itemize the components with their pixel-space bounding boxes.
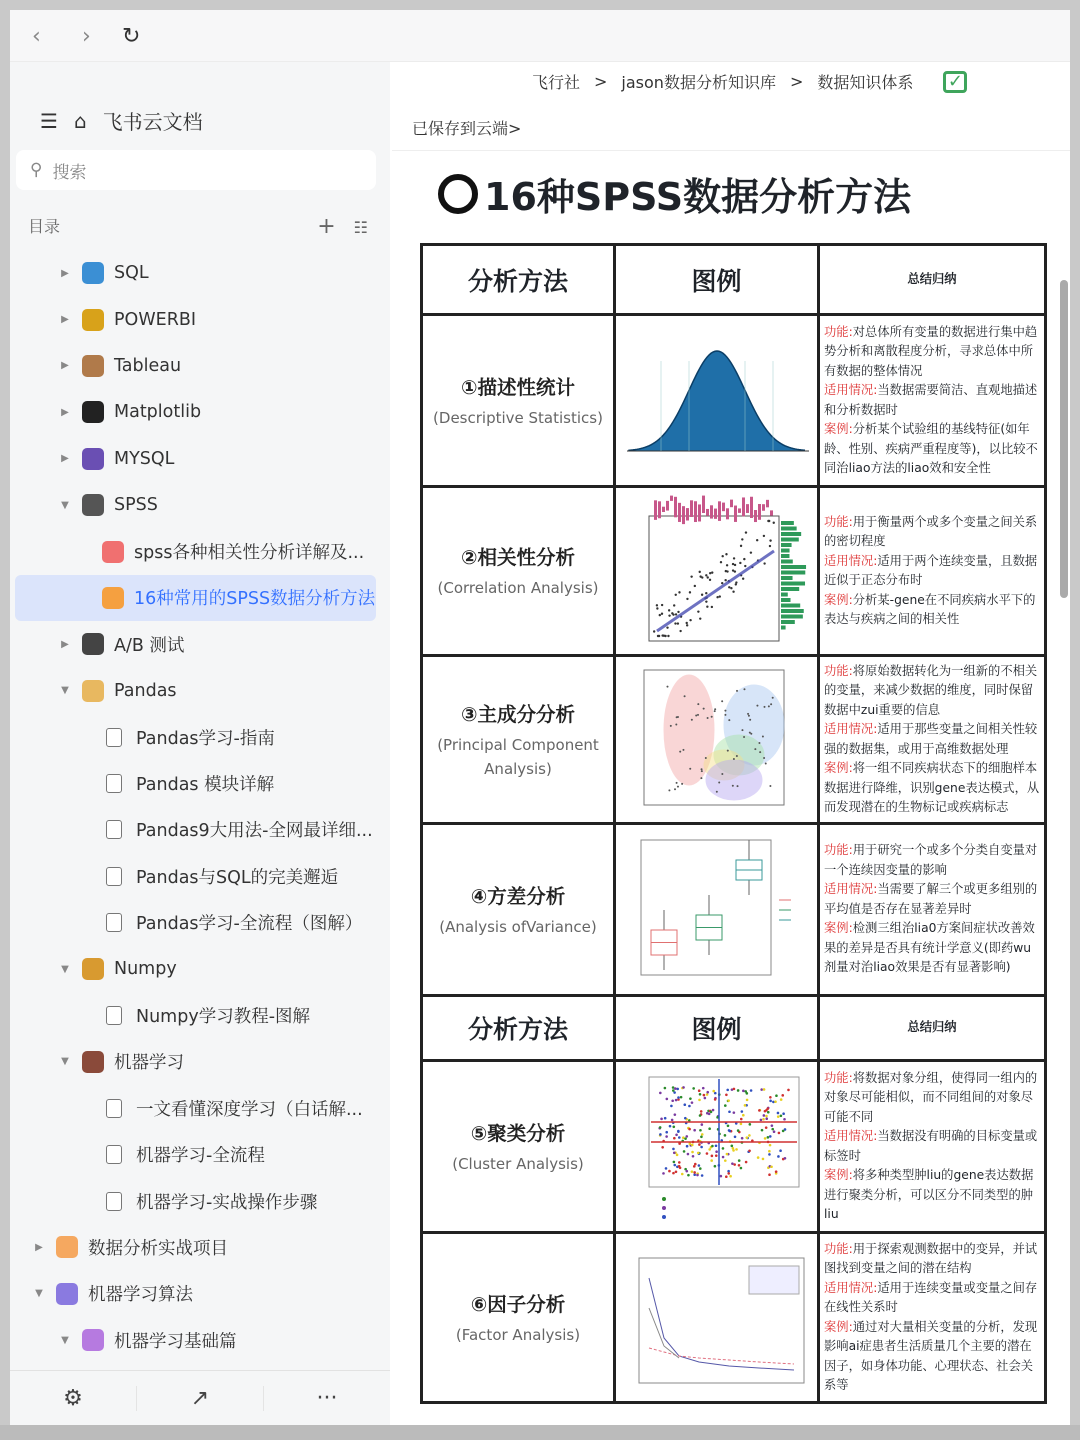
item-icon <box>102 541 124 563</box>
summary-text: 适用于两个连续变量，且数据近似于正态分布时 <box>824 553 1038 587</box>
sidebar-item[interactable] <box>10 807 390 853</box>
sidebar-item[interactable] <box>10 992 390 1038</box>
sidebar-item[interactable] <box>10 899 390 945</box>
method-cell <box>423 488 616 654</box>
summary-use <box>824 381 1040 420</box>
summary-label: 功能: <box>824 514 853 529</box>
summary-label: 适用情况: <box>824 882 878 897</box>
list-icon[interactable]: ☷ <box>353 218 368 237</box>
settings-icon[interactable]: ⚙ <box>10 1386 137 1411</box>
summary-label: 案例: <box>824 422 853 436</box>
search-placeholder: 搜索 <box>52 162 87 183</box>
summary-func <box>824 841 1040 880</box>
summary-cell <box>820 657 1044 822</box>
column-header: 分析方法 <box>423 997 616 1059</box>
method-english-name: (Descriptive Statistics) <box>433 408 603 427</box>
sidebar-item-label: 机器学习-全流程 <box>136 1146 265 1167</box>
chevron-down-icon[interactable]: ▼ <box>61 685 69 697</box>
summary-label: 适用情况: <box>824 1280 878 1295</box>
summary-func <box>824 1240 1040 1279</box>
scatter-chart-image <box>619 491 815 651</box>
sidebar-item[interactable] <box>10 343 390 389</box>
column-header: 总结归纳 <box>907 271 957 286</box>
method-cell <box>423 316 616 485</box>
item-icon <box>82 355 104 377</box>
summary-label: 案例: <box>824 921 853 936</box>
browser-toolbar <box>10 10 1070 62</box>
sidebar-item[interactable] <box>10 250 390 296</box>
sidebar-item[interactable] <box>10 1317 390 1363</box>
checkbox-icon[interactable]: ✓ <box>943 71 967 93</box>
summary-text: 将一组不同疾病状态下的细胞样本数据进行降维，识别gene表达模式，从而发现潜在的生物标记或疾病标志 <box>824 761 1040 814</box>
home-row[interactable] <box>40 106 203 135</box>
summary-label: 适用情况: <box>824 383 878 397</box>
sidebar-item-label: MYSQL <box>114 448 175 469</box>
sidebar-item-label: 机器学习算法 <box>88 1285 193 1306</box>
breadcrumb: 飞行社 > jason数据分析知识库 > 数据知识体系 ✓ <box>532 70 967 93</box>
pca-chart-image <box>619 660 815 820</box>
table-header-row <box>423 997 1044 1062</box>
summary-func <box>824 513 1040 552</box>
sidebar-item[interactable] <box>10 714 390 760</box>
breadcrumb-item[interactable]: jason数据分析知识库 <box>621 73 776 92</box>
sidebar-item[interactable] <box>15 575 376 621</box>
item-icon <box>82 633 104 655</box>
search-input[interactable] <box>16 150 376 190</box>
summary-use <box>824 880 1040 919</box>
summary-label: 案例: <box>824 1319 853 1334</box>
method-cell <box>423 825 616 994</box>
document-icon <box>106 774 122 793</box>
method-name: ③主成分分析 <box>460 702 575 726</box>
sidebar-item-label: 机器学习-实战操作步骤 <box>136 1192 318 1213</box>
summary-cell <box>820 825 1044 994</box>
method-english-name: (Principal Component Analysis) <box>437 735 599 778</box>
cluster-chart-image <box>619 1067 815 1227</box>
sidebar-item[interactable] <box>10 436 390 482</box>
scree-chart-image <box>619 1238 815 1398</box>
page-title-text: 16种SPSS数据分析方法 <box>484 175 912 219</box>
summary-text: 通过对大量相关变量的分析，发现影响ai症患者生活质量几个主要的潜在因子，如身体功能、心理状态、社会关系等 <box>824 1319 1038 1392</box>
methods-table <box>420 243 1047 1404</box>
summary-text: 用于探索观测数据中的变异，并试图找到变量之间的潜在结构 <box>824 1241 1038 1275</box>
doc-tree <box>10 250 390 1363</box>
chart-thumbnail <box>616 488 820 654</box>
back-button[interactable]: ‹ <box>32 24 41 49</box>
chevron-right-icon[interactable]: ▶ <box>61 406 69 418</box>
method-name: ④方差分析 <box>470 884 566 908</box>
sidebar-item-label: POWERBI <box>114 309 197 330</box>
item-icon <box>82 262 104 284</box>
chart-thumbnail <box>616 657 820 822</box>
summary-func <box>824 662 1040 721</box>
item-icon <box>82 309 104 331</box>
summary-case <box>824 420 1040 479</box>
chevron-right-icon[interactable]: ▶ <box>35 1241 43 1253</box>
table-row <box>423 488 1044 657</box>
summary-case <box>824 591 1040 630</box>
document-icon <box>106 1192 122 1211</box>
summary-cell <box>820 1062 1044 1231</box>
refresh-button[interactable]: ↻ <box>122 24 141 49</box>
document-icon <box>106 820 122 839</box>
sidebar-item[interactable] <box>10 296 390 342</box>
summary-text: 用于衡量两个或多个变量之间关系的密切程度 <box>824 514 1038 548</box>
table-row <box>423 825 1044 997</box>
item-icon <box>82 1329 104 1351</box>
sidebar-item-label: Numpy <box>114 959 177 980</box>
chevron-right-icon[interactable]: ▶ <box>61 267 69 279</box>
summary-text: 适用于那些变量之间相关性较强的数据集，或用于高维数据处理 <box>824 722 1038 756</box>
summary-text: 对总体所有变量的数据进行集中趋势分析和离散程度分析，寻求总体中所有数据的整体情况 <box>824 324 1038 378</box>
sidebar-item-label: Pandas与SQL的完美邂逅 <box>136 867 339 888</box>
chevron-right-icon[interactable]: ▶ <box>61 314 69 326</box>
summary-func <box>824 323 1040 382</box>
item-icon <box>82 958 104 980</box>
home-icon[interactable]: ⌂ <box>73 108 87 133</box>
chart-thumbnail <box>616 316 820 485</box>
sidebar-item-label: 一文看懂深度学习（白话解... <box>136 1099 363 1120</box>
summary-text: 用于研究一个或多个分类自变量对一个连续因变量的影响 <box>824 843 1038 877</box>
summary-use <box>824 720 1040 759</box>
sidebar <box>10 62 390 1425</box>
method-english-name: (Analysis ofVariance) <box>439 917 597 936</box>
table-row <box>423 657 1044 825</box>
summary-label: 适用情况: <box>824 722 878 736</box>
table-row <box>423 1234 1044 1404</box>
table-header-row <box>423 246 1044 316</box>
document-icon <box>106 1099 122 1118</box>
summary-cell <box>820 1234 1044 1401</box>
summary-cell <box>820 488 1044 654</box>
summary-case <box>824 919 1040 978</box>
sidebar-item[interactable] <box>10 1039 390 1085</box>
summary-label: 功能: <box>824 1241 853 1256</box>
summary-label: 案例: <box>824 761 853 775</box>
chart-thumbnail <box>616 1234 820 1401</box>
document-icon <box>106 1145 122 1164</box>
chart-thumbnail <box>616 1062 820 1231</box>
column-header: 分析方法 <box>423 246 616 313</box>
sidebar-item-label: SPSS <box>114 495 158 516</box>
summary-text: 将数据对象分组，使得同一组内的对象尽可能相似，而不同组间的对象尽可能不同 <box>824 1070 1038 1124</box>
more-icon[interactable]: ··· <box>316 1385 338 1411</box>
chevron-down-icon[interactable]: ▼ <box>61 963 69 975</box>
forward-button[interactable]: › <box>82 24 91 49</box>
summary-text: 适用于连续变量或变量之间存在线性关系时 <box>824 1280 1038 1314</box>
summary-label: 案例: <box>824 592 853 607</box>
sidebar-item[interactable] <box>10 760 390 806</box>
table-row <box>423 1062 1044 1234</box>
box-chart-image <box>619 830 815 990</box>
sidebar-item[interactable] <box>10 946 390 992</box>
item-icon <box>82 680 104 702</box>
method-english-name: (Correlation Analysis) <box>437 579 599 597</box>
home-label[interactable]: 飞书云文档 <box>102 110 203 134</box>
sidebar-item-label: SQL <box>114 263 149 284</box>
sidebar-item-label: Numpy学习教程-图解 <box>136 1006 311 1027</box>
sidebar-item[interactable] <box>10 1271 390 1317</box>
summary-case <box>824 1166 1040 1225</box>
method-cell <box>423 1062 616 1231</box>
summary-cell <box>820 316 1044 485</box>
normal-chart-image <box>619 321 815 481</box>
summary-case <box>824 759 1040 818</box>
chevron-down-icon[interactable]: ▼ <box>61 1056 69 1068</box>
method-cell <box>423 657 616 822</box>
collapse-sidebar-icon[interactable]: ☰ <box>40 108 58 133</box>
column-header: 总结归纳 <box>907 1020 957 1035</box>
column-header: 图例 <box>616 997 820 1059</box>
chevron-down-icon[interactable]: ▼ <box>35 1288 43 1300</box>
summary-label: 功能: <box>824 663 853 678</box>
add-icon[interactable]: + <box>317 214 336 239</box>
toc-label: 目录 <box>28 217 61 236</box>
summary-text: 分析某个试验组的基线特征(如年龄、性别、疾病严重程度等)，以比较不同治liao方法的liao效和安全性 <box>824 422 1038 475</box>
scrollbar[interactable] <box>1060 280 1068 598</box>
chevron-right-icon[interactable]: ▶ <box>61 638 69 650</box>
method-name: ⑤聚类分析 <box>470 1121 566 1145</box>
document-icon <box>106 867 122 886</box>
sidebar-item-label: Pandas <box>114 680 177 701</box>
summary-label: 功能: <box>824 843 853 858</box>
saved-status[interactable]: 已保存到云端> <box>412 119 522 138</box>
page-title <box>438 166 911 221</box>
breadcrumb-item[interactable]: 飞行社 <box>532 73 581 92</box>
summary-text: 检测三组治lia0方案间症状改善效果的差异是否具有统计学意义(即药wu剂量对治liao效果是否有显著影响) <box>824 921 1035 975</box>
item-icon <box>82 448 104 470</box>
summary-use <box>824 552 1040 591</box>
window-bottom-edge <box>0 1425 1080 1440</box>
item-icon <box>82 401 104 423</box>
summary-func <box>824 1069 1040 1128</box>
summary-text: 分析某-gene在不同疾病水平下的表达与疾病之间的相关性 <box>824 592 1036 626</box>
sidebar-item-label: 机器学习基础篇 <box>114 1331 237 1352</box>
sidebar-item-label: A/B 测试 <box>114 635 185 656</box>
method-english-name: (Factor Analysis) <box>455 1325 581 1344</box>
column-header: 图例 <box>616 246 820 313</box>
method-name: ②相关性分析 <box>460 546 575 569</box>
method-name: ⑥因子分析 <box>470 1292 566 1316</box>
sidebar-item-label: Matplotlib <box>114 402 202 423</box>
summary-label: 适用情况: <box>824 553 878 568</box>
item-icon <box>56 1283 78 1305</box>
method-name: ①描述性统计 <box>460 375 575 399</box>
sidebar-item[interactable] <box>10 853 390 899</box>
summary-text: 当需要了解三个或更多组别的平均值是否存在显著差异时 <box>824 882 1038 916</box>
chevron-right-icon[interactable]: ▶ <box>61 453 69 465</box>
sidebar-item-label: Pandas 模块详解 <box>136 774 275 795</box>
document-icon <box>106 728 122 747</box>
summary-label: 功能: <box>824 324 853 339</box>
summary-label: 适用情况: <box>824 1129 878 1143</box>
sidebar-item[interactable] <box>10 1085 390 1131</box>
sidebar-item-label: Pandas学习-全流程（图解） <box>136 914 363 935</box>
item-icon <box>56 1236 78 1258</box>
item-icon <box>82 494 104 516</box>
summary-use <box>824 1127 1040 1166</box>
sidebar-item-label: 16种常用的SPSS数据分析方法 <box>134 589 376 610</box>
sidebar-item[interactable] <box>10 1224 390 1270</box>
summary-case <box>824 1318 1040 1396</box>
document-icon <box>106 913 122 932</box>
sidebar-item-label: 数据分析实战项目 <box>88 1238 228 1259</box>
item-icon <box>102 587 124 609</box>
toc-header <box>28 214 368 239</box>
sidebar-item-label: Pandas9大用法-全网最详细... <box>136 821 373 842</box>
sidebar-item[interactable] <box>10 668 390 714</box>
summary-text: 将原始数据转化为一组新的不相关的变量，来减少数据的维度，同时保留数据中zui重要的信息 <box>824 663 1038 717</box>
share-icon[interactable]: ↗ <box>137 1386 264 1411</box>
sidebar-item[interactable] <box>10 528 390 574</box>
sidebar-item[interactable] <box>10 1178 390 1224</box>
sidebar-item[interactable] <box>10 482 390 528</box>
item-icon <box>82 1051 104 1073</box>
sidebar-item-label: Pandas学习-指南 <box>136 728 275 749</box>
summary-use <box>824 1279 1040 1318</box>
app-window <box>10 10 1070 1425</box>
link-icon <box>438 174 478 214</box>
sidebar-item-label: Tableau <box>114 355 182 376</box>
sidebar-item[interactable] <box>10 1131 390 1177</box>
chevron-down-icon[interactable]: ▼ <box>61 499 69 511</box>
method-english-name: (Cluster Analysis) <box>452 1154 584 1173</box>
document-icon <box>106 1006 122 1025</box>
document-area <box>392 62 1070 1425</box>
chevron-right-icon[interactable]: ▶ <box>61 360 69 372</box>
chevron-down-icon[interactable]: ▼ <box>61 1334 69 1346</box>
sidebar-item[interactable] <box>10 621 390 667</box>
table-row <box>423 316 1044 488</box>
summary-text: 当数据没有明确的目标变量或标签时 <box>824 1129 1038 1163</box>
sidebar-footer <box>10 1370 390 1425</box>
sidebar-item[interactable] <box>10 389 390 435</box>
summary-text: 将多种类型肿liu的gene表达数据进行聚类分析，可以区分不同类型的肿liu <box>824 1168 1034 1221</box>
summary-text: 当数据需要简洁、直观地描述和分析数据时 <box>824 383 1038 417</box>
sidebar-item-label: spss各种相关性分析详解及... <box>134 543 365 564</box>
search-icon: ⚲ <box>30 160 43 180</box>
summary-label: 案例: <box>824 1168 853 1182</box>
summary-label: 功能: <box>824 1070 853 1085</box>
breadcrumb-item[interactable]: 数据知识体系 <box>817 73 914 92</box>
method-cell <box>423 1234 616 1401</box>
chart-thumbnail <box>616 825 820 994</box>
divider <box>392 150 1070 151</box>
sidebar-item-label: 机器学习 <box>114 1053 184 1074</box>
